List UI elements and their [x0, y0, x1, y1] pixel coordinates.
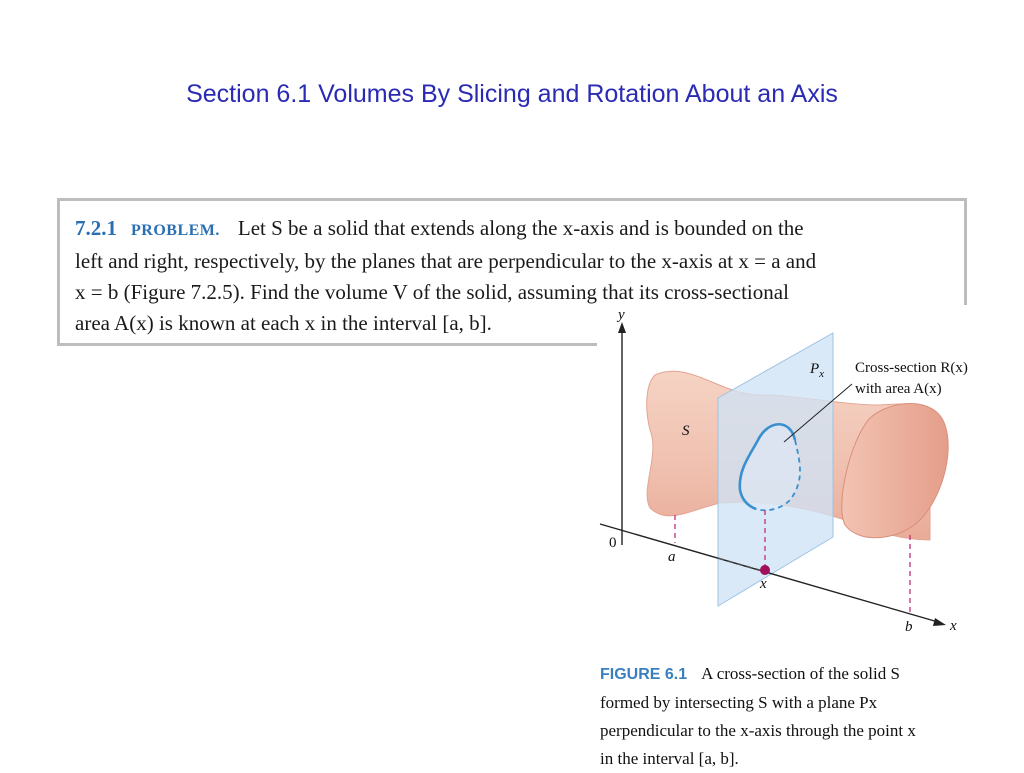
y-axis-label: y: [618, 307, 625, 323]
caption-figure-label: FIGURE 6.1: [600, 666, 688, 683]
a-label: a: [668, 549, 676, 565]
figure-caption: [600, 660, 990, 773]
plane-label-main: P: [810, 361, 820, 377]
problem-text-line-4: area A(x) is known at each x in the interval [a, b].: [75, 311, 492, 335]
figure-area: [597, 305, 1024, 650]
caption-text-line-2: formed by intersecting S with a plane Px: [600, 693, 878, 712]
x-axis-arrow-icon: [933, 618, 946, 626]
caption-text-line-1: A cross-section of the solid S: [701, 664, 900, 683]
problem-text-line-3: x = b (Figure 7.2.5). Find the volume V of the solid, assuming that its cross-sectional: [75, 280, 789, 304]
caption-line-1: [600, 660, 990, 689]
cross-section-figure: [597, 305, 1024, 650]
x-point-label: x: [760, 576, 767, 592]
problem-text-line-2: left and right, respectively, by the planes that are perpendicular to the x-axis at x = a and: [75, 249, 817, 273]
callout-line-2: with area A(x): [855, 381, 942, 397]
b-label: b: [905, 619, 913, 635]
solid-label: S: [682, 423, 690, 439]
problem-line-1: [75, 213, 955, 246]
problem-label: PROBLEM.: [131, 222, 220, 239]
x-axis-label: x: [950, 618, 957, 634]
y-axis-arrow-icon: [618, 322, 626, 333]
plane-label-sub: x: [819, 368, 825, 380]
slide-title: Section 6.1 Volumes By Slicing and Rotation About an Axis: [186, 80, 838, 108]
callout-line-1: Cross-section R(x): [855, 360, 968, 376]
problem-text-line-1: Let S be a solid that extends along the x-axis and is bounded on the: [237, 216, 804, 240]
caption-text-line-3: perpendicular to the x-axis through the point x: [600, 721, 916, 740]
origin-label: 0: [609, 535, 617, 551]
point-x-marker: [760, 565, 770, 575]
problem-number: 7.2.1: [75, 216, 117, 240]
caption-text-line-4: in the interval [a, b].: [600, 749, 739, 768]
